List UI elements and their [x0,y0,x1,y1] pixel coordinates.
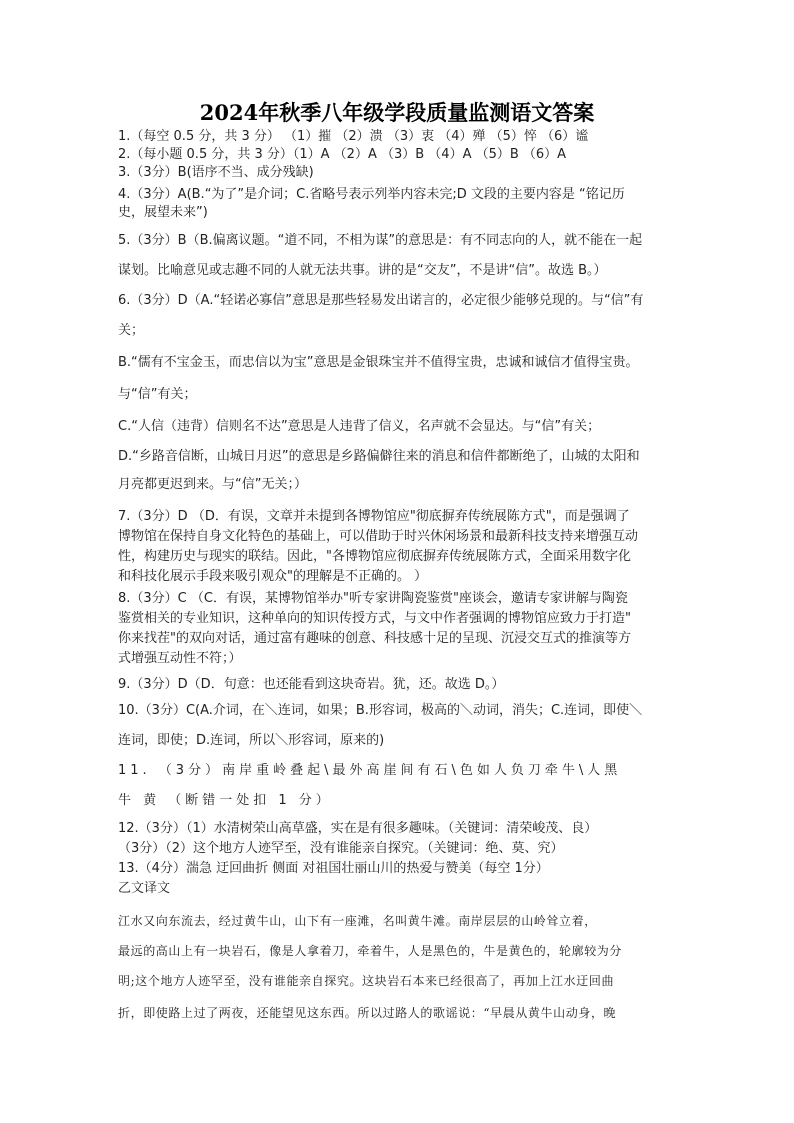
answer-line: 折，即使路上过了两夜，还能望见这东西。所以过路人的歌谣说：“早晨从黄牛山动身，晚 [118,1006,617,1020]
answer-line: 最远的高山上有一块岩石，像是人拿着刀，牵着牛，人是黑色的，牛是黄色的，轮廓较为分 [118,944,623,958]
answer-line: 式增强互动性不符；） [118,651,242,666]
answer-line: （3分）（2）这个地方人迹罕至，没有谁能亲自探究。（关键词：绝、莫、究） [118,841,564,856]
answer-line: 关； [118,323,145,338]
document-title: 2024年秋季八年级学段质量监测语文答案 [199,100,595,125]
answer-line: 史，展望未来”) [118,205,208,220]
answer-line: 谋划。比喻意见或志趣不同的人就无法共事。讲的是“交友”，不是讲“信”。故选 B。） [118,263,607,278]
answer-line: 12.（3分）（1）水清树荣山高草盛，实在是有很多趣味。（关键词：清荣峻茂、良） [118,821,598,836]
answer-line: 与“信”有关； [118,387,197,402]
answer-line: B.“儒有不宝金玉，而忠信以为宝”意思是金银珠宝并不值得宝贵，忠诚和诚信才值得宝贵。 [118,355,639,370]
answer-line: 乙文译文 [118,881,171,896]
answer-line: 5.（3分）B（B.偏离议题。“道不同，不相为谋”的意思是：有不同志向的人，就不能在一起 [118,233,643,248]
answer-line: 2.（每小题 0.5 分，共 3 分）（1）A （2）A （3）B （4）A （5）B （6）A [118,147,567,162]
answer-line: 7.（3分）D （D．有误，文章并未提到各博物馆应"彻底摒弃传统展陈方式"，而是强调了 [118,509,630,524]
answer-line: 江水又向东流去，经过黄牛山，山下有一座滩，名叫黄牛滩。南岸层层的山岭耸立着， [118,914,597,928]
answer-line: 13.（4分）湍急 迂回曲折 侧面 对祖国壮丽山川的热爱与赞美（每空 1分） [118,861,549,876]
answer-line: 牛 黄 （断错一处扣 1 分） [118,793,333,808]
answer-line: 4.（3分）A(B.“为了”是介词；C.省略号表示列举内容未完;D 文段的主要内容是 “铭记历 [118,187,625,202]
answer-line: 性，构建历史与现实的联结。因此，"各博物馆应彻底摒弃传统展陈方式，全面采用数字化 [118,549,631,564]
answer-line: D.“乡路音信断，山城日月迟”的意思是乡路偏僻往来的消息和信件都断绝了，山城的太阳和 [118,449,640,464]
answer-line: 9.（3分）D（D．句意：也还能看到这块奇岩。犹，还。故选 D。） [118,677,505,692]
answer-line: 鉴赏相关的专业知识，这种单向的知识传授方式，与文中作者强调的博物馆应致力于打造" [118,611,631,626]
answer-line: 10.（3分）C(A.介词，在＼连词，如果；B.形容词，极高的＼动词，消失；C.连词，即使＼ [118,703,643,718]
answer-line: 月亮都更迟到来。与“信”无关；） [118,477,307,492]
answer-line: 3.（3分）B(语序不当、成分残缺) [118,165,314,180]
answer-line: 明;这个地方人迹罕至，没有谁能亲自探究。这块岩石本来已经很高了，再加上江水迂回曲 [118,974,615,988]
answer-line: 和科技化展示手段来吸引观众"的理解是不正确的。 ） [118,569,428,584]
answer-line: C.“人信（违背）信则名不达”意思是人违背了信义，名声就不会显达。与“信”有关； [118,419,601,434]
answer-line: 6.（3分）D（A.“轻诺必寡信”意思是那些轻易发出诺言的，必定很少能够兑现的。与“信”有 [118,293,644,308]
answer-line: 8.（3分）C （C．有误，某博物馆举办"听专家讲陶瓷鉴赏"座谈会，邀请专家讲解与陶瓷 [118,591,628,606]
answer-line: 连词，即使；D.连词，所以＼形容词，原来的) [118,733,385,748]
answer-line: 11. （3分）南岸重岭叠起\最外高崖间有石\色如人负刀牵牛\人黑 [118,763,622,778]
answer-line: 博物馆在保持自身文化特色的基础上，可以借助于时兴休闲场景和最新科技支持来增强互动 [118,529,639,544]
answer-line: 1.（每空 0.5 分，共 3 分） （1）摧 （2）溃 （3）衷 （4）殚 （5）悴 （6）谧 [118,129,589,144]
answer-line: 你来找茬"的双向对话，通过富有趣味的创意、科技感十足的呈现、沉浸交互式的推演等方 [118,631,631,646]
